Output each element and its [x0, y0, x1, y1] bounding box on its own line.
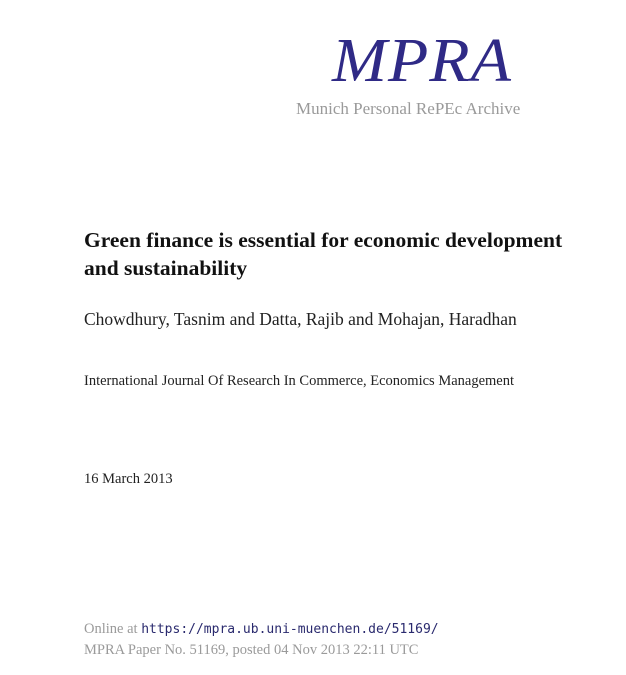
- footer-paper-info: MPRA Paper No. 51169, posted 04 Nov 2013 22:11 UTC: [84, 642, 419, 658]
- mpra-logo: [296, 28, 556, 128]
- paper-authors: Chowdhury, Tasnim and Datta, Rajib and Mohajan, Haradhan: [84, 309, 517, 329]
- paper-journal: International Journal Of Research In Commerce, Economics Management: [84, 373, 515, 389]
- logo-mark: MPRA: [332, 26, 512, 96]
- paper-title: Green finance is essential for economic development and sustainability: [84, 228, 563, 280]
- logo-subtitle: Munich Personal RePEc Archive: [296, 99, 521, 118]
- paper-url-link[interactable]: https://mpra.ub.uni-muenchen.de/51169/: [141, 622, 439, 637]
- footer: [84, 619, 439, 660]
- paper-date: 16 March 2013: [84, 471, 173, 487]
- footer-online-prefix: Online at: [84, 621, 138, 637]
- footer-online-line: [84, 619, 439, 640]
